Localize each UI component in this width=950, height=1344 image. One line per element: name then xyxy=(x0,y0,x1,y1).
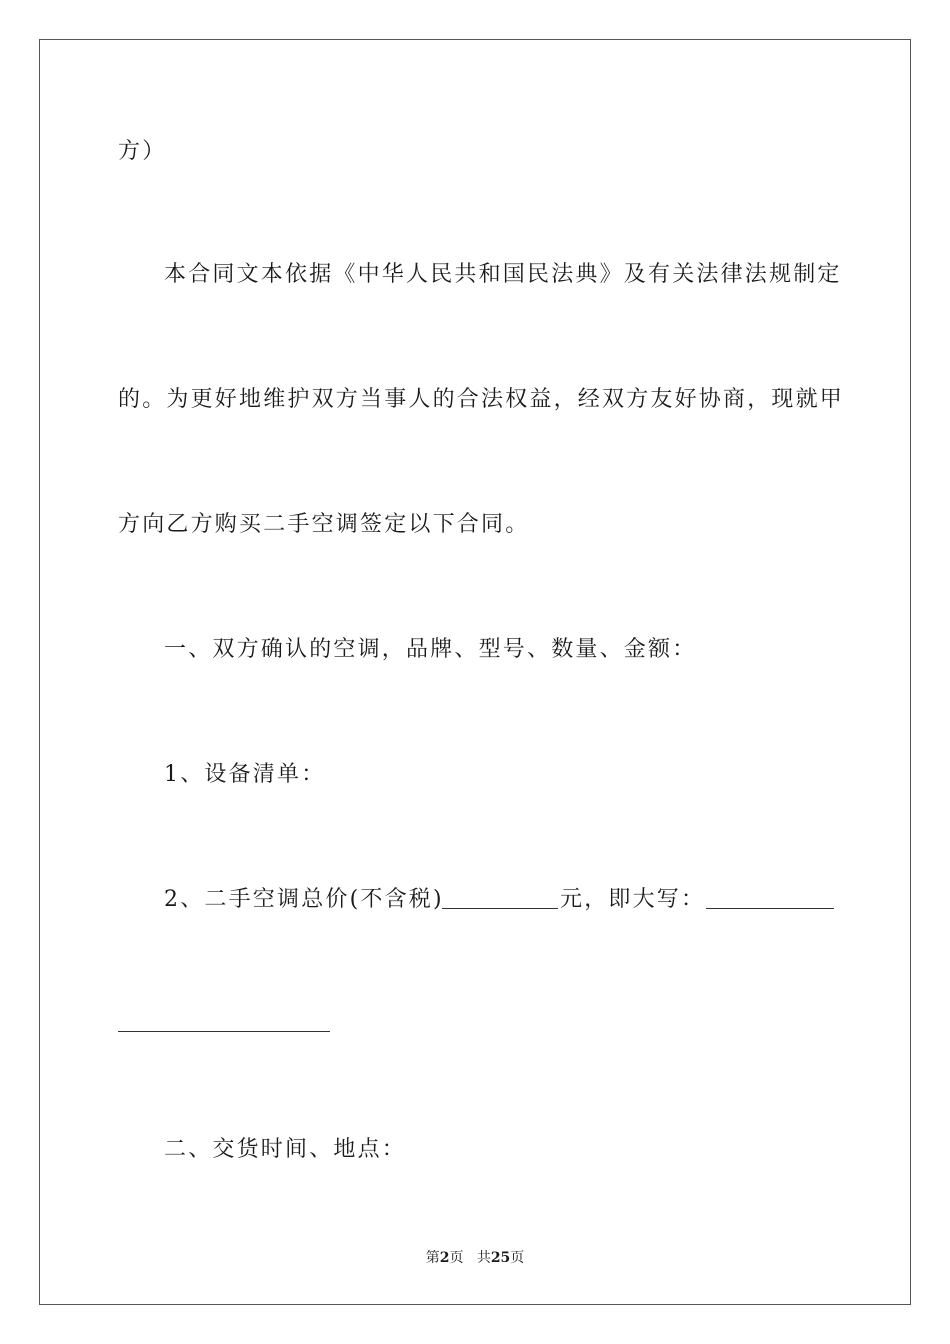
price-blank xyxy=(442,908,558,909)
uppercase-blank-continued xyxy=(118,1031,330,1032)
footer-page-number: 2 xyxy=(439,1250,450,1266)
text-line-3: 的。为更好地维护双方当事人的合法权益，经双方友好协商，现就甲 xyxy=(118,387,845,412)
uppercase-blank xyxy=(706,908,834,909)
text-line-1: 方） xyxy=(118,139,167,164)
text-line-2: 本合同文本依据《中华人民共和国民法典》及有关法律法规制定 xyxy=(164,262,842,287)
footer-total-unit: 页 xyxy=(510,1250,525,1266)
section-heading-1: 一、双方确认的空调，品牌、型号、数量、金额： xyxy=(164,637,697,662)
item-uppercase-label: 元，即大写： xyxy=(560,887,706,912)
footer-prefix: 第 xyxy=(425,1250,440,1266)
item-total-price-label: 2、二手空调总价(不含税) xyxy=(164,887,444,912)
footer-page-unit: 页 xyxy=(449,1250,464,1266)
footer-total-prefix: 共 xyxy=(476,1250,491,1266)
page-footer xyxy=(40,1247,910,1267)
footer-total-pages: 25 xyxy=(490,1250,511,1266)
document-page xyxy=(39,39,911,1305)
text-line-4: 方向乙方购买二手空调签定以下合同。 xyxy=(118,512,530,537)
item-equipment-list: 1、设备清单： xyxy=(164,762,326,787)
section-heading-2: 二、交货时间、地点： xyxy=(164,1137,407,1162)
